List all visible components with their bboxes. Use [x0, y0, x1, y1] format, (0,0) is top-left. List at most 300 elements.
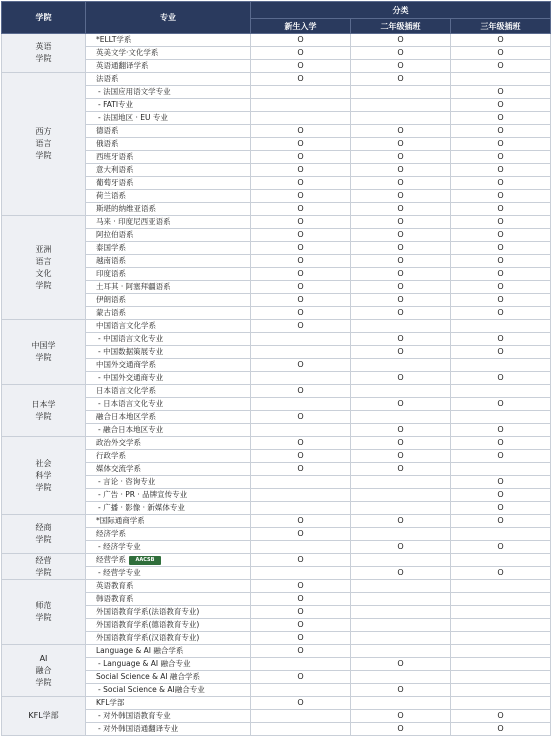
sophomore-transfer-mark: O [351, 398, 451, 411]
major-name: - 日本语言文化专业 [98, 399, 164, 408]
junior-transfer-mark: O [451, 216, 551, 229]
sophomore-transfer-mark: O [351, 268, 451, 281]
college-name-line: 语言 [35, 256, 52, 266]
major-cell [86, 242, 251, 255]
college-name-line: 文化 [35, 268, 52, 278]
sophomore-transfer-mark: O [351, 190, 451, 203]
junior-transfer-mark: O [451, 242, 551, 255]
table-body [2, 34, 551, 736]
sophomore-transfer-mark: O [351, 216, 451, 229]
college-cell [2, 554, 86, 580]
sophomore-transfer-mark: O [351, 177, 451, 190]
major-name: 俄语系 [96, 139, 119, 148]
junior-transfer-mark [451, 359, 551, 372]
junior-transfer-mark [451, 645, 551, 658]
junior-transfer-mark [451, 593, 551, 606]
college-name-line: 学院 [35, 411, 52, 421]
sophomore-transfer-header: 二年级插班 [351, 19, 451, 34]
major-name: 经济学系 [96, 529, 126, 538]
major-cell [86, 593, 251, 606]
junior-transfer-mark: O [451, 424, 551, 437]
freshman-mark: O [251, 177, 351, 190]
junior-transfer-mark: O [451, 346, 551, 359]
freshman-mark [251, 372, 351, 385]
college-header: 学院 [2, 2, 86, 34]
major-name: 韩语教育系 [96, 594, 134, 603]
freshman-header: 新生入学 [251, 19, 351, 34]
major-cell [86, 190, 251, 203]
major-name: - 广播 · 影像 · 新媒体专业 [98, 503, 185, 512]
major-cell [86, 398, 251, 411]
major-cell [86, 489, 251, 502]
major-name: - 法国应用语文学专业 [98, 87, 171, 96]
sophomore-transfer-mark [351, 528, 451, 541]
major-name: 印度语系 [96, 269, 126, 278]
major-name: 媒体交流学系 [96, 464, 141, 473]
major-name: 英语教育系 [96, 581, 134, 590]
freshman-mark [251, 567, 351, 580]
table-row [2, 216, 551, 229]
major-cell [86, 463, 251, 476]
major-name: 葡萄牙语系 [96, 178, 134, 187]
junior-transfer-mark [451, 606, 551, 619]
freshman-mark: O [251, 34, 351, 47]
freshman-mark: O [251, 528, 351, 541]
sophomore-transfer-mark: O [351, 164, 451, 177]
sophomore-transfer-mark: O [351, 372, 451, 385]
junior-transfer-mark [451, 411, 551, 424]
freshman-mark: O [251, 554, 351, 567]
freshman-mark: O [251, 671, 351, 684]
freshman-mark: O [251, 294, 351, 307]
major-cell [86, 450, 251, 463]
major-cell [86, 255, 251, 268]
freshman-mark: O [251, 281, 351, 294]
major-name: 法语系 [96, 74, 119, 83]
freshman-mark: O [251, 307, 351, 320]
major-cell [86, 359, 251, 372]
major-name: 土耳其 · 阿塞拜疆语系 [96, 282, 171, 291]
major-cell [86, 346, 251, 359]
major-cell [86, 385, 251, 398]
junior-transfer-mark: O [451, 281, 551, 294]
sophomore-transfer-mark: O [351, 684, 451, 697]
freshman-mark: O [251, 697, 351, 710]
freshman-mark: O [251, 190, 351, 203]
major-cell [86, 580, 251, 593]
junior-transfer-mark: O [451, 229, 551, 242]
freshman-mark: O [251, 606, 351, 619]
junior-transfer-mark: O [451, 489, 551, 502]
college-cell [2, 645, 86, 697]
freshman-mark: O [251, 450, 351, 463]
major-name: 经营学系 [96, 555, 126, 564]
major-cell [86, 723, 251, 736]
major-name: 外国语教育学系(汉语教育专业) [96, 633, 200, 642]
freshman-mark: O [251, 437, 351, 450]
major-cell [86, 710, 251, 723]
major-cell [86, 164, 251, 177]
major-name: 中国语言文化学系 [96, 321, 156, 330]
college-cell [2, 216, 86, 320]
sophomore-transfer-mark [351, 632, 451, 645]
freshman-mark: O [251, 138, 351, 151]
major-name: KFL学部 [96, 698, 125, 707]
major-cell [86, 112, 251, 125]
freshman-mark: O [251, 580, 351, 593]
major-cell [86, 515, 251, 528]
college-name-line: 学院 [35, 567, 52, 577]
college-cell [2, 73, 86, 216]
major-cell [86, 567, 251, 580]
major-cell [86, 684, 251, 697]
college-name-line: 语言 [35, 139, 52, 148]
table-row [2, 554, 551, 567]
college-name-line: AI [39, 653, 48, 663]
sophomore-transfer-mark: O [351, 73, 451, 86]
junior-transfer-mark: O [451, 723, 551, 736]
major-name: 德语系 [96, 126, 119, 135]
freshman-mark: O [251, 632, 351, 645]
freshman-mark: O [251, 385, 351, 398]
sophomore-transfer-mark: O [351, 242, 451, 255]
table-row [2, 320, 551, 333]
junior-transfer-mark [451, 684, 551, 697]
junior-transfer-mark: O [451, 164, 551, 177]
freshman-mark: O [251, 255, 351, 268]
freshman-mark [251, 658, 351, 671]
major-name: 西班牙语系 [96, 152, 134, 161]
college-name-line: 科学 [35, 470, 52, 480]
college-name-line: 师范 [35, 601, 52, 610]
sophomore-transfer-mark [351, 606, 451, 619]
major-cell [86, 632, 251, 645]
college-cell [2, 320, 86, 385]
major-cell [86, 151, 251, 164]
major-name: *ELLT学系 [96, 35, 132, 44]
junior-transfer-mark: O [451, 333, 551, 346]
sophomore-transfer-mark: O [351, 60, 451, 73]
freshman-mark: O [251, 151, 351, 164]
sophomore-transfer-mark [351, 320, 451, 333]
major-cell [86, 424, 251, 437]
freshman-mark: O [251, 164, 351, 177]
sophomore-transfer-mark [351, 502, 451, 515]
sophomore-transfer-mark: O [351, 229, 451, 242]
sophomore-transfer-mark [351, 697, 451, 710]
freshman-mark: O [251, 242, 351, 255]
major-name: - Language & AI 融合专业 [98, 659, 191, 668]
major-cell [86, 216, 251, 229]
major-name: 外国语教育学系(法语教育专业) [96, 607, 200, 616]
major-cell [86, 554, 251, 567]
category-header: 分类 [251, 2, 551, 19]
junior-transfer-mark: O [451, 502, 551, 515]
major-name: - 中国外交通商专业 [98, 373, 164, 382]
college-name-line: 经商 [35, 523, 52, 532]
sophomore-transfer-mark: O [351, 47, 451, 60]
junior-transfer-mark: O [451, 112, 551, 125]
major-table [1, 1, 551, 736]
junior-transfer-mark [451, 632, 551, 645]
college-cell [2, 515, 86, 554]
major-name: - 对外韩国语通翻译专业 [98, 724, 179, 733]
major-cell [86, 294, 251, 307]
junior-transfer-mark: O [451, 398, 551, 411]
sophomore-transfer-mark: O [351, 450, 451, 463]
college-name-line: 社会 [35, 458, 52, 468]
table-row [2, 34, 551, 47]
major-cell [86, 476, 251, 489]
junior-transfer-mark [451, 619, 551, 632]
freshman-mark: O [251, 216, 351, 229]
freshman-mark: O [251, 203, 351, 216]
sophomore-transfer-mark [351, 112, 451, 125]
major-cell [86, 268, 251, 281]
major-name: - 融合日本地区专业 [98, 425, 164, 434]
major-cell [86, 541, 251, 554]
freshman-mark [251, 476, 351, 489]
college-cell [2, 437, 86, 515]
freshman-mark: O [251, 593, 351, 606]
sophomore-transfer-mark: O [351, 710, 451, 723]
major-cell [86, 60, 251, 73]
major-cell [86, 229, 251, 242]
junior-transfer-mark: O [451, 60, 551, 73]
sophomore-transfer-mark: O [351, 203, 451, 216]
major-name: 意大利语系 [96, 165, 134, 174]
major-name: 马来 · 印度尼西亚语系 [96, 217, 171, 226]
major-name: 越南语系 [96, 256, 126, 265]
major-name: 斯堪的纳维亚语系 [96, 204, 156, 213]
junior-transfer-mark: O [451, 125, 551, 138]
sophomore-transfer-mark [351, 86, 451, 99]
major-cell [86, 528, 251, 541]
college-name-line: 学院 [35, 151, 52, 160]
freshman-mark [251, 346, 351, 359]
college-name-line: 经营 [35, 555, 52, 565]
junior-transfer-mark: O [451, 151, 551, 164]
freshman-mark: O [251, 359, 351, 372]
major-cell [86, 99, 251, 112]
freshman-mark: O [251, 411, 351, 424]
major-name: 英美文学·文化学系 [96, 48, 159, 57]
sophomore-transfer-mark: O [351, 151, 451, 164]
freshman-mark [251, 398, 351, 411]
sophomore-transfer-mark [351, 671, 451, 684]
junior-transfer-mark: O [451, 177, 551, 190]
junior-transfer-mark: O [451, 268, 551, 281]
sophomore-transfer-mark [351, 593, 451, 606]
college-name-line: 融合 [35, 665, 52, 675]
table-row [2, 697, 551, 710]
sophomore-transfer-mark [351, 619, 451, 632]
freshman-mark [251, 489, 351, 502]
college-name-line: 学院 [35, 353, 52, 362]
junior-transfer-mark: O [451, 47, 551, 60]
sophomore-transfer-mark [351, 385, 451, 398]
major-cell [86, 138, 251, 151]
junior-transfer-mark: O [451, 541, 551, 554]
table-row [2, 437, 551, 450]
sophomore-transfer-mark: O [351, 294, 451, 307]
major-cell [86, 502, 251, 515]
college-name-line: 学院 [35, 482, 52, 492]
major-name: - FATI专业 [98, 100, 134, 109]
college-name-line: KFL学部 [28, 711, 59, 720]
junior-transfer-mark [451, 73, 551, 86]
major-name: - Social Science & AI融合专业 [98, 685, 205, 694]
junior-transfer-mark: O [451, 86, 551, 99]
major-name: - 广告 · PR · 品牌宣传专业 [98, 490, 188, 499]
sophomore-transfer-mark: O [351, 255, 451, 268]
freshman-mark [251, 86, 351, 99]
major-name: - 对外韩国语教育专业 [98, 711, 171, 720]
freshman-mark [251, 710, 351, 723]
freshman-mark: O [251, 463, 351, 476]
sophomore-transfer-mark: O [351, 333, 451, 346]
sophomore-transfer-mark: O [351, 307, 451, 320]
freshman-mark [251, 684, 351, 697]
major-cell [86, 437, 251, 450]
college-cell [2, 385, 86, 437]
sophomore-transfer-mark [351, 489, 451, 502]
junior-transfer-mark [451, 580, 551, 593]
junior-transfer-mark: O [451, 294, 551, 307]
sophomore-transfer-mark [351, 645, 451, 658]
freshman-mark [251, 502, 351, 515]
major-name: 泰国学系 [96, 243, 126, 252]
major-cell [86, 34, 251, 47]
major-cell [86, 320, 251, 333]
sophomore-transfer-mark [351, 580, 451, 593]
major-name: - 法国地区 · EU 专业 [98, 113, 168, 122]
college-name-line: 日本学 [31, 399, 56, 409]
sophomore-transfer-mark: O [351, 281, 451, 294]
table-row [2, 515, 551, 528]
major-name: 荷兰语系 [96, 191, 126, 200]
junior-transfer-mark [451, 385, 551, 398]
freshman-mark: O [251, 268, 351, 281]
college-cell [2, 580, 86, 645]
major-cell [86, 125, 251, 138]
major-cell [86, 281, 251, 294]
table-row [2, 385, 551, 398]
junior-transfer-mark: O [451, 450, 551, 463]
junior-transfer-mark [451, 658, 551, 671]
sophomore-transfer-mark: O [351, 658, 451, 671]
freshman-mark: O [251, 229, 351, 242]
sophomore-transfer-mark [351, 411, 451, 424]
junior-transfer-mark: O [451, 710, 551, 723]
major-name: Social Science & AI 融合学系 [96, 672, 201, 681]
sophomore-transfer-mark: O [351, 437, 451, 450]
major-cell [86, 47, 251, 60]
sophomore-transfer-mark [351, 554, 451, 567]
sophomore-transfer-mark [351, 476, 451, 489]
junior-transfer-mark: O [451, 34, 551, 47]
college-name-line: 学院 [35, 677, 52, 687]
sophomore-transfer-mark: O [351, 463, 451, 476]
junior-transfer-mark: O [451, 255, 551, 268]
major-cell [86, 372, 251, 385]
sophomore-transfer-mark: O [351, 125, 451, 138]
college-name-line: 中国学 [31, 341, 56, 350]
college-name-line: 西方 [35, 127, 52, 136]
major-cell [86, 606, 251, 619]
junior-transfer-mark: O [451, 138, 551, 151]
junior-transfer-header: 三年级插班 [451, 19, 551, 34]
major-name: 行政学系 [96, 451, 126, 460]
major-cell [86, 86, 251, 99]
major-cell [86, 333, 251, 346]
major-header: 专业 [86, 2, 251, 34]
sophomore-transfer-mark: O [351, 138, 451, 151]
junior-transfer-mark: O [451, 203, 551, 216]
freshman-mark [251, 723, 351, 736]
freshman-mark [251, 424, 351, 437]
freshman-mark [251, 99, 351, 112]
major-name: 日本语言文化学系 [96, 386, 156, 395]
college-name-line: 学院 [35, 54, 52, 63]
junior-transfer-mark: O [451, 99, 551, 112]
junior-transfer-mark [451, 697, 551, 710]
major-cell [86, 619, 251, 632]
junior-transfer-mark [451, 671, 551, 684]
freshman-mark: O [251, 645, 351, 658]
major-name: 伊朗语系 [96, 295, 126, 304]
sophomore-transfer-mark: O [351, 346, 451, 359]
junior-transfer-mark [451, 463, 551, 476]
sophomore-transfer-mark: O [351, 424, 451, 437]
sophomore-transfer-mark: O [351, 34, 451, 47]
freshman-mark: O [251, 320, 351, 333]
major-name: 外国语教育学系(德语教育专业) [96, 620, 200, 629]
junior-transfer-mark [451, 320, 551, 333]
major-cell [86, 307, 251, 320]
major-cell [86, 658, 251, 671]
freshman-mark: O [251, 73, 351, 86]
major-name: - 经济学专业 [98, 542, 141, 551]
major-name: 融合日本地区学系 [96, 412, 156, 421]
major-cell [86, 411, 251, 424]
college-name-line: 学院 [35, 280, 52, 290]
major-cell [86, 645, 251, 658]
freshman-mark [251, 541, 351, 554]
freshman-mark [251, 333, 351, 346]
major-name: 阿拉伯语系 [96, 230, 134, 239]
sophomore-transfer-mark: O [351, 723, 451, 736]
junior-transfer-mark: O [451, 567, 551, 580]
aacsb-logo: AACSB [129, 556, 161, 565]
college-name-line: 学院 [35, 613, 52, 622]
freshman-mark: O [251, 60, 351, 73]
sophomore-transfer-mark: O [351, 567, 451, 580]
college-cell [2, 34, 86, 73]
table-header [2, 2, 551, 34]
major-name: 蒙古语系 [96, 308, 126, 317]
junior-transfer-mark: O [451, 190, 551, 203]
freshman-mark: O [251, 515, 351, 528]
major-cell [86, 697, 251, 710]
junior-transfer-mark: O [451, 476, 551, 489]
junior-transfer-mark: O [451, 372, 551, 385]
major-cell [86, 671, 251, 684]
major-name: Language & AI 融合学系 [96, 646, 184, 655]
freshman-mark: O [251, 125, 351, 138]
freshman-mark: O [251, 619, 351, 632]
junior-transfer-mark [451, 554, 551, 567]
